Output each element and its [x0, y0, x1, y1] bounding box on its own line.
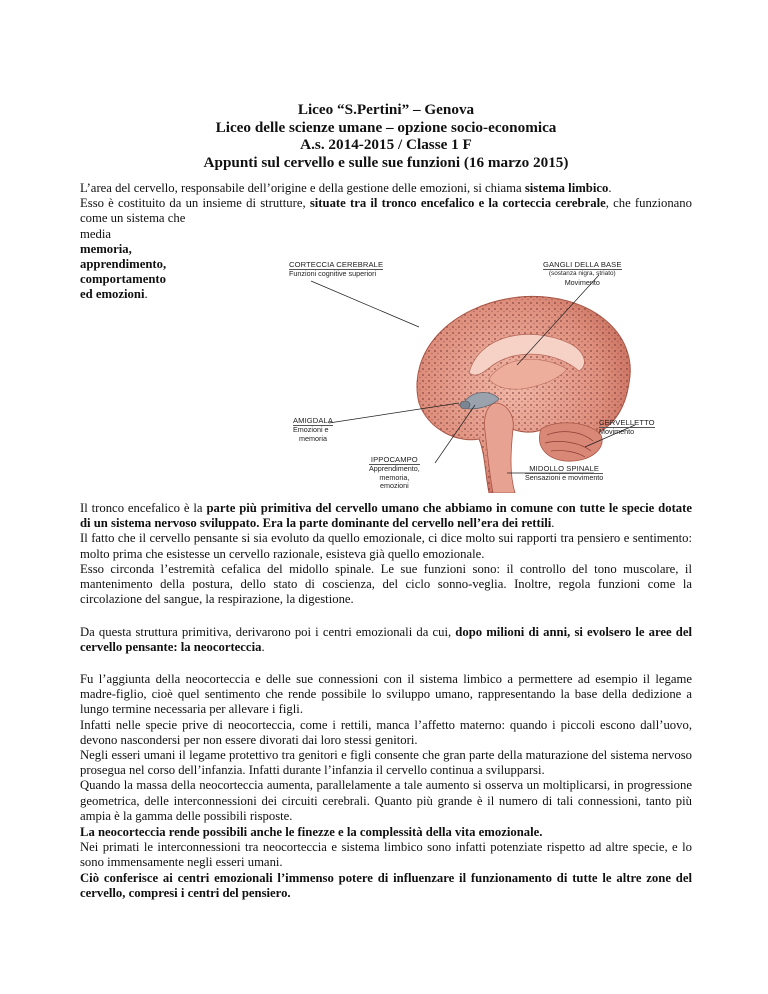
label-cervelletto: CERVELLETTO Movimento — [599, 418, 655, 437]
school-year-class: A.s. 2014-2015 / Classe 1 F — [300, 136, 472, 153]
term-sistema-limbico: sistema limbico — [524, 181, 609, 195]
school-name: Liceo “S.Pertini” – Genova — [297, 101, 475, 118]
document-page — [80, 0, 692, 994]
paragraph-legame-madre-figlio: Fu l’aggiunta della neocorteccia e delle sue connessioni con il sistema limbico a permettere ad esempio il legame madre-figlio, cioè quel sentimento che rende possibile lo sviluppo umano, rappresentando la base della dedizione a lungo termine necessaria per allevare i figli. Infatti nelle specie prive di neocorteccia, come i rettili, manca l’affetto materno: quando i piccoli escono dall’uovo, devono nascondersi per non essere divorati dai loro stessi genitori. Negli esseri umani il legame protettivo tra genitori e figli consente che gran parte della maturazione del sistema nervoso prosegua nel corso dell’infanzia. Infatti durante l’infanzia il cervello continua a svilupparsi. Quando la massa della neocorteccia aumenta, parallelamente a tale aumento si osserva un moltiplicarsi, in progressione geometrica, delle interconnessioni dei circuiti cerebrali. Quanto più grande è il numero di tali connessioni, tanto più ampia è la gamma delle possibili risposte. — [80, 672, 692, 823]
paragraph-tronco-encefalico: Il tronco encefalico è la parte più primitiva del cervello umano che abbiamo in comune con tutte le specie dotate di un sistema nervoso sviluppato. Era la parte dominante del cervello nell’era dei rettili. Il fatto che il cervello pensante si sia evoluto da quello emozionale, ci dice molto sui rapporti tra pensiero e sentimento: molto prima che esistesse un cervello razionale, esisteva già quello emozionale. Esso circonda l’estremità cefalica del midollo spinale. Le sue funzioni sono: il controllo del tono muscolare, il mantenimento della postura, dello stato di coscienza, del ciclo sonno-veglia. Inoltre, regola funzioni come la circolazione del sangue, la respirazione, la digestione. — [80, 501, 692, 607]
course-name: Liceo delle scienze umane – opzione socio-economica — [215, 118, 557, 136]
paragraph-vita-emozionale: La neocorteccia rende possibili anche le finezze e la complessità della vita emozionale. Nei primati le interconnessioni tra neocorteccia e sistema limbico sono infatti potenziate rispetto ad altre specie, e lo sono immensamente negli esseri umani. Ciò conferisce ai centri emozionali l’immenso potere di influenzare il funzionamento di tutte le altre zone del cervello, compresi i centri del pensiero. — [80, 825, 692, 900]
brain-illustration — [289, 253, 643, 493]
label-corteccia: CORTECCIA CEREBRALE Funzioni cognitive superiori — [289, 260, 384, 279]
paragraph-neocorteccia-origine: Da questa struttura primitiva, derivarono poi i centri emozionali da cui, dopo milioni di anni, si evolsero le aree del cervello pensante: la neocorteccia. — [80, 625, 693, 655]
amygdala-shape — [460, 401, 470, 409]
label-midollo: MIDOLLO SPINALE Sensazioni e movimento — [525, 464, 604, 483]
brain-figure — [289, 253, 655, 493]
document-title: Appunti sul cervello e sulle sue funzioni (16 marzo 2015) — [203, 153, 569, 171]
document-header — [80, 101, 692, 171]
label-amigdala: AMIGDALA Emozioni e memoria — [293, 416, 334, 443]
label-ippocampo: IPPOCAMPO Apprendimento, memoria, emozioni — [369, 455, 420, 491]
intro-paragraph: L’area del cervello, responsabile dell’origine e della gestione delle emozioni, si chiama sistema limbico. Esso è costituito da un insieme di strutture, situate tra il tronco encefalico e la corteccia cerebrale, che funzionano come un sistema che media memoria, apprendimento, comportamento ed emozioni. — [80, 181, 692, 302]
label-gangli: GANGLI DELLA BASE (sostanza nigra, striato) Movimento — [543, 260, 622, 287]
